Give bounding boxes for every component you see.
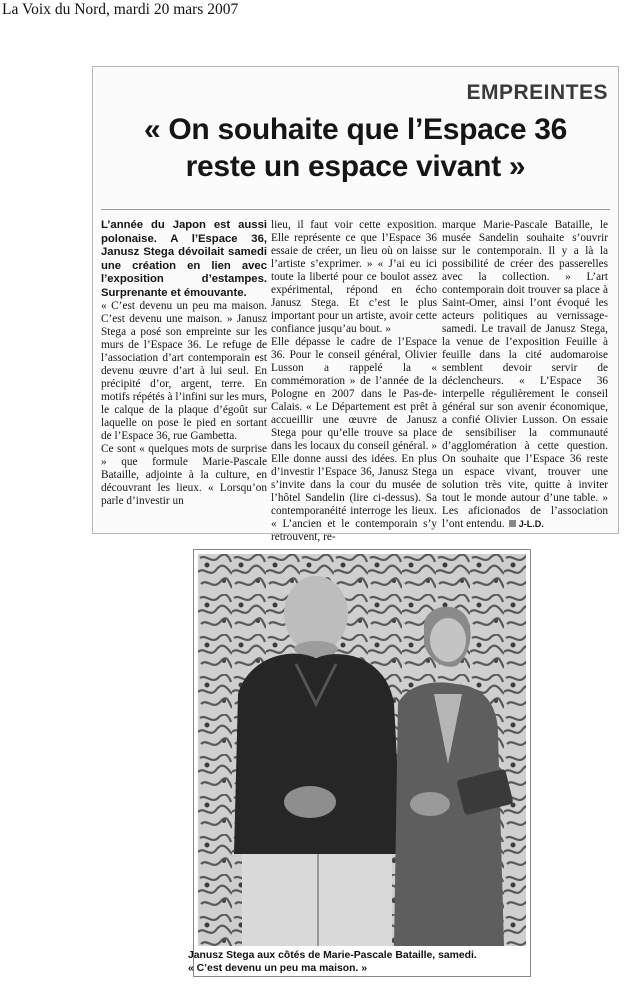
article-photo xyxy=(198,554,526,946)
divider xyxy=(101,209,610,210)
caption-line-2: « C’est devenu un peu ma maison. » xyxy=(188,963,368,974)
headline-line-2: reste un espace vivant » xyxy=(185,150,526,183)
caption-line-1: Janusz Stega aux côtés de Marie-Pascale Bataille, samedi. xyxy=(188,950,477,961)
article-paragraph xyxy=(442,219,608,531)
signature-square-icon xyxy=(509,520,516,527)
author-signature: J-L.D. xyxy=(518,519,544,529)
article-paragraph-text: marque Marie-Pascale Bataille, le musée Sandelin souhaite s’ouvrir sur le contemporain. Il y a là la possibilité de créer des passerelles avec la collection. » L’art contemporain doit trouver sa place à Saint-Omer, ainsi l’ont évoqué les acteurs politiques au vernissage-samedi. Le travail de Janusz Stega, la venue de l’exposition Feuille à feuille dans la cité audomaroise semblent devoir servir de déclencheurs. « L’Espace 36 interpelle régulièrement le conseil général sur son avenir économique, a confié Olivier Lusson. On essaie de sensibiliser la communauté d’agglomération à cette question. On souhaite que l’Espace 36 reste un espace vivant, trouver une solution très vite, quitte à inviter tout le monde autour d’une table. » Les aficionados de l’association l’ont entendu. xyxy=(442,219,608,530)
article-column-1 xyxy=(101,219,267,508)
article-column-3 xyxy=(442,219,608,531)
article-paragraph: Ce sont « quelques mots de surprise » que formule Marie-Pascale Bataille, adjointe à la culture, en découvrant les lieux. « Lorsqu’on parle d’investir un xyxy=(101,443,267,507)
article-paragraph: « C’est devenu un peu ma maison. C’est devenu une maison. » Janusz Stega a posé son empreinte sur les murs de l’Espace 36. Le refuge de l’association d’art contemporain est devenu œuvre d’art à lui seul. En précipité d’or, argent, terre. En motifs répétés à l’infini sur les murs, le calque de la plaque d’égoût sur laquelle on pose le pied en sortant de l’Espace 36, rue Gambetta. xyxy=(101,300,267,442)
article-column-2 xyxy=(271,219,437,544)
article-lede: L’année du Japon est aussi polonaise. A l’Espace 36, Janusz Stega dévoilait samedi une création en lien avec l’exposition d’estampes. Surprenante et émouvante. xyxy=(101,219,267,299)
headline-line-1: « On souhaite que l’Espace 36 xyxy=(143,113,568,146)
newspaper-source: La Voix du Nord, mardi 20 mars 2007 xyxy=(2,1,239,18)
article-paragraph: Elle dépasse le cadre de l’Espace 36. Pour le conseil général, Olivier Lusson a rappelé la « commémoration » de l’année de la Pologne en 2007 dans le Pas-de-Calais. « Le Département est prêt à accueillir une œuvre de Janusz Stega pour qu’elle trouve sa place dans les locaux du conseil général. » Elle donne aussi des idées. En plus d’investir l’Espace 36, Janusz Stega s’invite dans la cour du musée de l’hôtel Sandelin (lire ci-dessus). Sa contemporanéité interroge les lieux. « L’ancien et le contemporain s’y retrouvent, re- xyxy=(271,336,437,543)
photo-frame xyxy=(193,549,531,977)
article-paragraph: lieu, il faut voir cette exposition. Elle représente ce que l’Espace 36 essaie de créer, un lieu où on laisse l’artiste s’exprimer. » « J’ai eu ici toute la liberté pour ce boulot assez expérimental, répond en écho Janusz Stega. Et c’est le plus important pour un artiste, avoir cette confiance jusqu’au bout. » xyxy=(271,219,437,335)
article-clipping xyxy=(92,66,619,543)
rubric-label: EMPREINTES xyxy=(466,81,608,104)
photo-caption xyxy=(188,949,538,975)
headline xyxy=(93,111,618,185)
